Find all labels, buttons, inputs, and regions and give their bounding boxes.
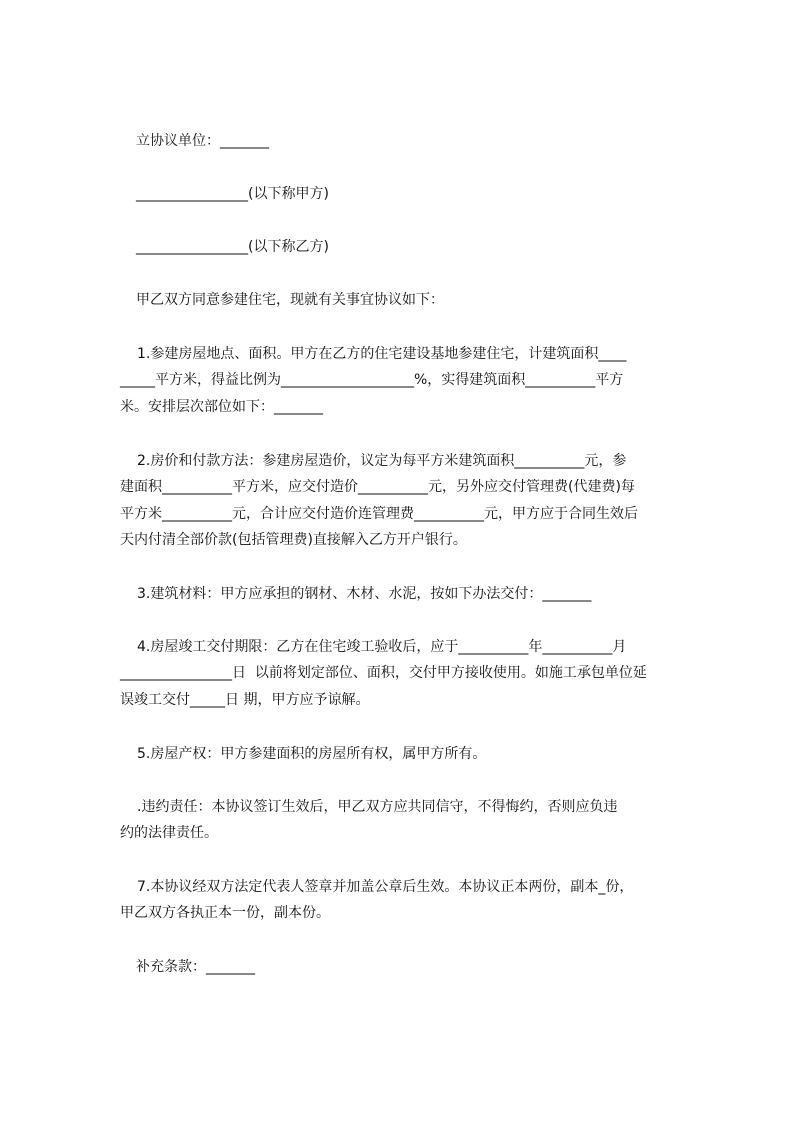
- party-b-line: ________________(以下称乙方): [136, 239, 329, 255]
- clause-4-line-2: ________________日 以前将划定部位、面积，交付甲方接收使用。如施工承包单位延: [120, 665, 647, 681]
- clause-7-line-1: 7.本协议经双方法定代表人签章并加盖公章后生效。本协议正本两份，副本_份，: [137, 879, 634, 895]
- clause-7-line-2: 甲乙双方各执正本一份，副本份。: [120, 905, 330, 921]
- clause-4-line-3: 误竣工交付_____日 期，甲方应予谅解。: [120, 692, 370, 708]
- clause-2-line-3: 平方米__________元，合计应交付造价连管理费__________元，甲方应于合同生效后: [120, 506, 638, 522]
- clause-2-line-1: 2.房价和付款方法：参建房屋造价，议定为每平方米建筑面积__________元，参: [137, 453, 627, 469]
- clause-1-line-3: 米。安排层次部位如下：_______: [120, 399, 323, 415]
- clause-4-line-1: 4.房屋竣工交付期限：乙方在住宅竣工验收后，应于__________年__________月: [137, 639, 627, 655]
- intro-line: 甲乙双方同意参建住宅，现就有关事宜协议如下：: [136, 292, 444, 308]
- clause-2-line-2: 建面积__________平方米，应交付造价__________元，另外应交付管理费(代建费)每: [120, 479, 635, 495]
- clause-5-line-1: 5.房屋产权：甲方参建面积的房屋所有权，属甲方所有。: [137, 746, 487, 762]
- supplement-line: 补充条款：_______: [136, 959, 255, 975]
- clause-6-line-1: .违约责任：本协议签订生效后，甲乙双方应共同信守，不得悔约，否则应负违: [137, 799, 618, 815]
- clause-2-line-4: 天内付清全部价款(包括管理费)直接解入乙方开户银行。: [120, 532, 467, 548]
- clause-6-line-2: 约的法律责任。: [120, 825, 218, 841]
- clause-1-line-2: _____平方米，得益比例为___________________%，实得建筑面积__________平方: [120, 372, 624, 388]
- party-unit-line: 立协议单位：_______: [136, 133, 269, 149]
- party-a-line: ________________(以下称甲方): [136, 186, 329, 202]
- clause-1-line-1: 1.参建房屋地点、面积。甲方在乙方的住宅建设基地参建住宅，计建筑面积____: [137, 346, 627, 362]
- clause-3-line-1: 3.建筑材料：甲方应承担的钢材、木材、水泥，按如下办法交付：_______: [137, 586, 592, 602]
